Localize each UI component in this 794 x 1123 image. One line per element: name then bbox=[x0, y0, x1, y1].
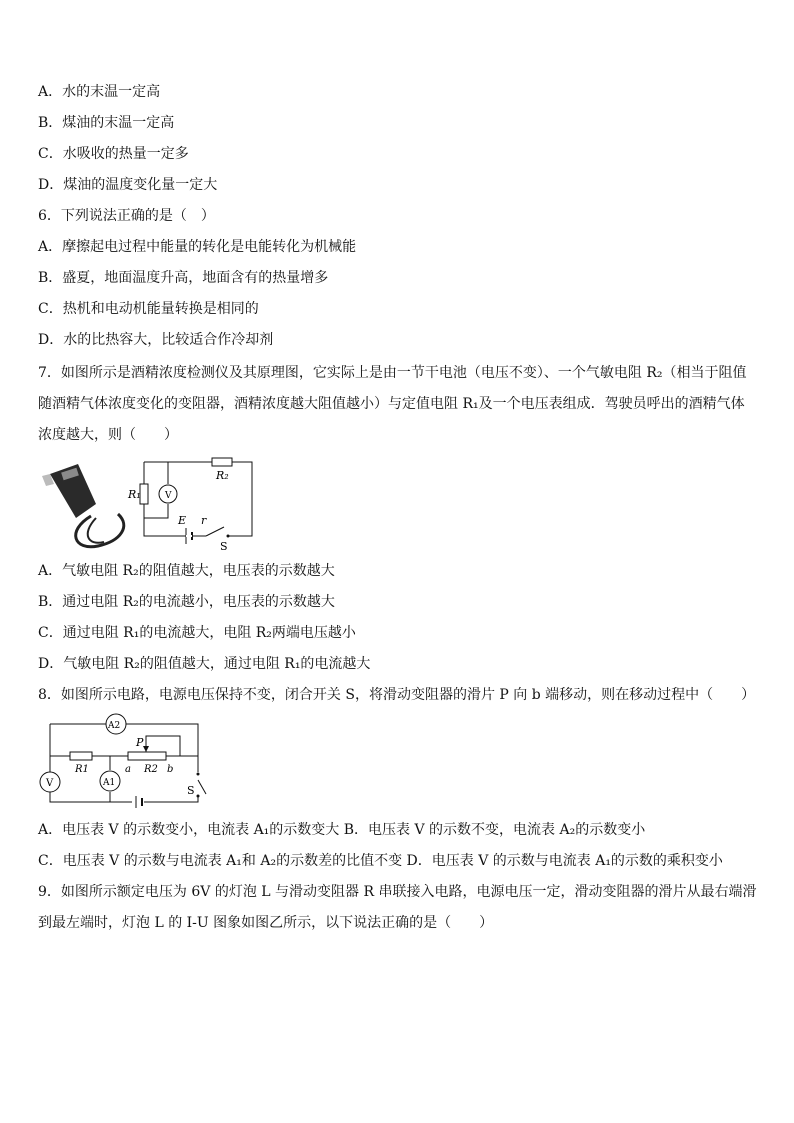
q8-option-ab: A．电压表 V 的示数变小，电流表 A₁的示数变大 B．电压表 V 的示数不变，电流表 A₂的示数变小 bbox=[38, 822, 646, 838]
label-v: V bbox=[46, 778, 54, 789]
q5-option-a: A．水的末温一定高 bbox=[38, 84, 161, 100]
q6-option-d: D．水的比热容大，比较适合作冷却剂 bbox=[38, 332, 274, 348]
q5-option-b: B．煤油的末温一定高 bbox=[38, 115, 175, 131]
label-s: S bbox=[187, 784, 195, 797]
label-r2: R₂ bbox=[216, 469, 229, 482]
q6-stem: 6．下列说法正确的是（ ） bbox=[38, 208, 215, 224]
q8-stem: 8．如图所示电路，电源电压保持不变，闭合开关 S，将滑动变阻器的滑片 P 向 b 端移动，则在移动过程中（ ） bbox=[38, 687, 756, 703]
label-r1: R1 bbox=[75, 764, 89, 775]
q6-option-a: A．摩擦起电过程中能量的转化是电能转化为机械能 bbox=[38, 239, 357, 255]
label-r2: R2 bbox=[144, 764, 158, 775]
q7-figure bbox=[36, 456, 266, 556]
sliding-rheostat-circuit-diagram bbox=[36, 710, 216, 816]
rheostat-r2 bbox=[128, 752, 166, 760]
q9-stem: 9．如图所示额定电压为 6V 的灯泡 L 与滑动变阻器 R 串联接入电路，电源电压一定，滑动变阻器的滑片从最右端滑到最左端时，灯泡 L 的 I-U 图象如图乙所示，以下说法正确的是（ ） bbox=[38, 884, 757, 931]
label-v: V bbox=[165, 491, 172, 501]
label-b: b bbox=[167, 764, 174, 775]
q5-option-d: D．煤油的温度变化量一定大 bbox=[38, 177, 218, 193]
q8-figure bbox=[36, 710, 216, 816]
q6-option-c: C．热机和电动机能量转换是相同的 bbox=[38, 301, 259, 317]
q7-option-a: A．气敏电阻 R₂的阻值越大，电压表的示数越大 bbox=[38, 563, 335, 579]
switch-icon bbox=[206, 527, 224, 536]
q7-option-c: C．通过电阻 R₁的电流越大，电阻 R₂两端电压越小 bbox=[38, 625, 356, 641]
label-a1: A1 bbox=[103, 778, 116, 788]
q7-option-b: B．通过电阻 R₂的电流越小，电压表的示数越大 bbox=[38, 594, 335, 610]
resistor-r2 bbox=[212, 458, 232, 466]
label-r1: R₁ bbox=[128, 488, 141, 501]
label-e: E bbox=[178, 514, 187, 527]
label-a2: A2 bbox=[108, 721, 121, 731]
q8-option-cd: C．电压表 V 的示数与电流表 A₁和 A₂的示数差的比值不变 D．电压表 V 的示数与电流表 A₁的示数的乘积变小 bbox=[38, 853, 723, 869]
label-s: S bbox=[220, 540, 228, 553]
switch-icon bbox=[198, 780, 206, 794]
resistor-r1 bbox=[140, 484, 148, 504]
q6-option-b: B．盛夏，地面温度升高，地面含有的热量增多 bbox=[38, 270, 329, 286]
q5-option-c: C．水吸收的热量一定多 bbox=[38, 146, 189, 162]
resistor-r1 bbox=[70, 752, 92, 760]
label-r: r bbox=[201, 514, 207, 527]
q7-option-d: D．气敏电阻 R₂的阻值越大，通过电阻 R₁的电流越大 bbox=[38, 656, 371, 672]
label-p: P bbox=[136, 736, 144, 749]
label-a: a bbox=[125, 764, 131, 775]
slider-p-arrow-icon bbox=[143, 746, 149, 752]
breathalyzer-circuit-diagram bbox=[36, 456, 266, 556]
q7-stem: 7．如图所示是酒精浓度检测仪及其原理图，它实际上是由一节干电池（电压不变）、一个气敏电阻 R₂（相当于阻值随酒精气体浓度变化的变阻器，酒精浓度越大阻值越小）与定值电阻 R₁及一个电压表组成．驾驶员呼出的酒精气体浓度越大，则（ ） bbox=[38, 365, 747, 443]
breathalyzer-device-image bbox=[42, 464, 124, 547]
